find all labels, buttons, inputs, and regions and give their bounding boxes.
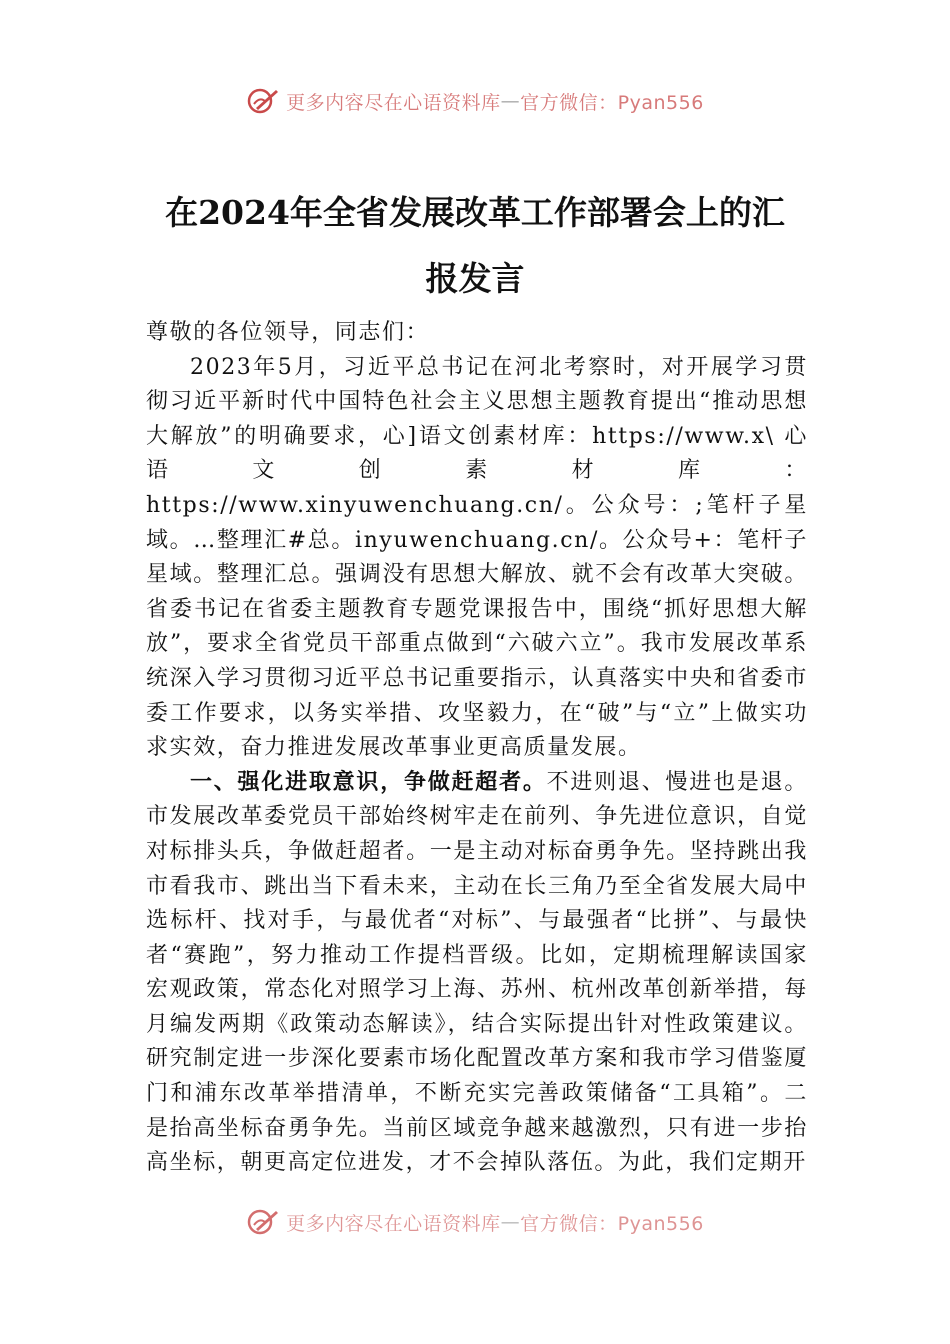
banner-separator: — [500,1211,521,1233]
banner-separator: — [500,90,521,112]
banner-text: 更多内容尽在心语资料库 [286,91,501,114]
footer-watermark-banner [0,1207,950,1237]
banner-wechat: 官方微信：Pyan556 [520,1212,704,1235]
section-1-text: 不进则退、慢进也是退。市发展改革委党员干部始终树牢走在前列、争先进位意识，自觉对标排头兵，争做赶超者。一是主动对标奋勇争先。坚持跳出我市看我市、跳出当下看未来，主动在长三角乃至全省发展大局中选标杆、找对手，与最优者“对标”、与最强者“比拼”、与最快者“赛跑”，努力推动工作提档晋级。比如，定期梳理解读国家宏观政策，常态化对照学习上海、苏州、杭州改革创新举措，每月编发两期《政策动态解读》，结合实际提出针对性政策建议。研究制定进一步深化要素市场化配置改革方案和我市学习借鉴厦门和浦东改革举措清单，不断充实完善政策储备“工具箱”。二是抬高坐标奋勇争先。当前区域竞争越来越激烈，只有进一步抬高坐标，朝更高定位进发，才不会掉队落伍。为此，我们定期开 [146,769,808,1176]
banner-text: 更多内容尽在心语资料库 [286,1212,501,1235]
title-line-1: 在2024年全省发展改革工作部署会上的汇 [165,193,785,232]
salutation: 尊敬的各位领导，同志们： [146,320,430,345]
banner-wechat: 官方微信：Pyan556 [520,91,704,114]
header-watermark-banner [0,86,950,116]
document-title [100,180,850,312]
pen-logo-icon [246,1207,282,1237]
paragraph-1: 2023年5月，习近平总书记在河北考察时，对开展学习贯彻习近平新时代中国特色社会主义思想主题教育提出“推动思想大解放”的明确要求，心]语文创素材库：https://www.x\ 心 语 文 创 素 材 库 ： https://www.xinyuwenchuang.cn/。公众号：;笔杆子星域。…整理汇#总。inyuwenchuang.cn/。公众号+：笔杆子星域。整理汇总。强调没有思想大解放、就不会有改革大突破。省委书记在省委主题教育专题党课报告中，围绕“抓好思想大解放”，要求全省党员干部重点做到“六破六立”。我市发展改革系统深入学习贯彻习近平总书记重要指示，认真落实中央和省委市委工作要求，以务实举措、攻坚毅力，在“破”与“立”上做实功求实效，奋力推进发展改革事业更高质量发展。 [146,354,808,761]
document-body [146,316,808,1181]
pen-logo-icon [246,86,282,116]
section-1-heading: 一、强化进取意识，争做赶超者。 [190,769,547,795]
title-line-2: 报发言 [425,259,525,298]
section-1-paragraph [146,766,808,1181]
